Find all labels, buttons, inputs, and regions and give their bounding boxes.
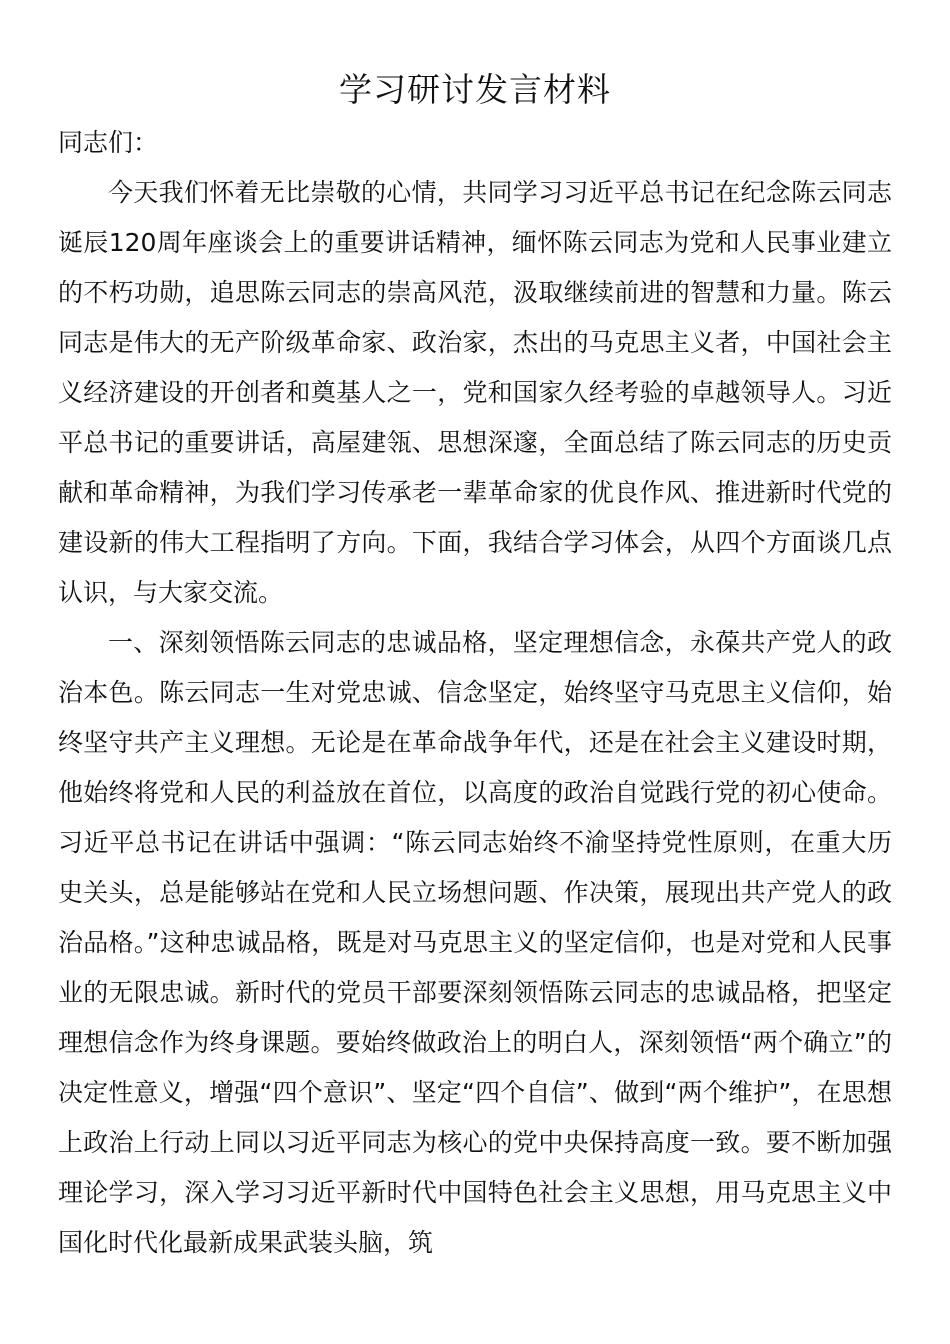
document-title: 学习研讨发言材料: [339, 70, 611, 109]
document-page: [58, 62, 892, 1268]
salutation: 同志们：: [58, 128, 159, 157]
paragraph-section-one: 一、深刻领悟陈云同志的忠诚品格，坚定理想信念，永葆共产党人的政治本色。陈云同志一生对党忠诚、信念坚定，始终坚守马克思主义信仰，始终坚守共产主义理想。无论是在革命战争年代，还是在社会主义建设时期，他始终将党和人民的利益放在首位，以高度的政治自觉践行党的初心使命。习近平总书记在讲话中强调：“陈云同志始终不渝坚持党性原则，在重大历史关头，总是能够站在党和人民立场想问题、作决策，展现出共产党人的政治品格。”这种忠诚品格，既是对马克思主义的坚定信仰，也是对党和人民事业的无限忠诚。新时代的党员干部要深刻领悟陈云同志的忠诚品格，把坚定理想信念作为终身课题。要始终做政治上的明白人，深刻领悟“两个确立”的决定性意义，增强“四个意识”、坚定“四个自信”、做到“两个维护”，在思想上政治上行动上同以习近平同志为核心的党中央保持高度一致。要不断加强理论学习，深入学习习近平新时代中国特色社会主义思想，用马克思主义中国化时代化最新成果武装头脑，筑: [58, 628, 892, 1257]
paragraph-intro: 今天我们怀着无比崇敬的心情，共同学习习近平总书记在纪念陈云同志诞辰120周年座谈会上的重要讲话精神，缅怀陈云同志为党和人民事业建立的不朽功勋，追思陈云同志的崇高风范，汲取继续前进的智慧和力量。陈云同志是伟大的无产阶级革命家、政治家，杰出的马克思主义者，中国社会主义经济建设的开创者和奠基人之一，党和国家久经考验的卓越领导人。习近平总书记的重要讲话，高屋建瓴、思想深邃，全面总结了陈云同志的历史贡献和革命精神，为我们学习传承老一辈革命家的优良作风、推进新时代党的建设新的伟大工程指明了方向。下面，我结合学习体会，从四个方面谈几点认识，与大家交流。: [58, 178, 892, 607]
